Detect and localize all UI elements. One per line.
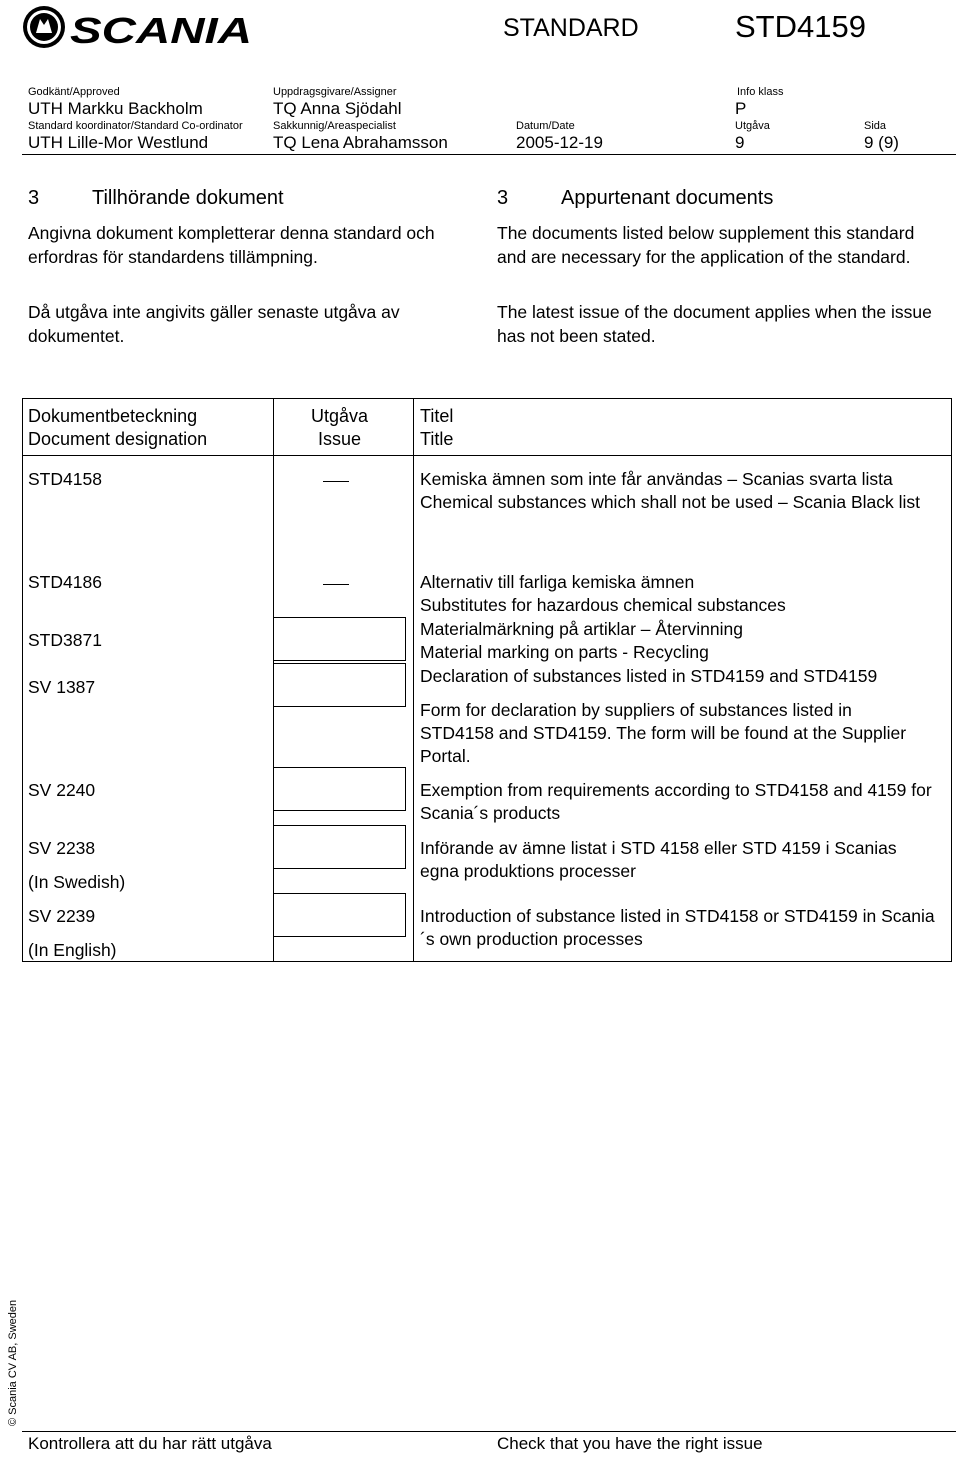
footer-divider xyxy=(22,1431,956,1432)
date-label: Datum/Date xyxy=(516,120,575,132)
assigner-value: TQ Anna Sjödahl xyxy=(273,99,402,118)
title-en: Material marking on parts - Recycling xyxy=(420,642,709,662)
issue-dash xyxy=(323,584,349,585)
svg-text:SCANIA: SCANIA xyxy=(70,10,252,49)
section-number: 3 xyxy=(28,187,40,209)
header-designation xyxy=(28,405,207,451)
document-kind: STANDARD xyxy=(503,14,639,42)
header-designation-sv: Dokumentbeteckning xyxy=(28,406,198,426)
table-row-designation: SV 1387 xyxy=(28,677,96,697)
title-en: Chemical substances which shall not be used – Scania Black list xyxy=(420,492,920,512)
info-class-value: P xyxy=(735,99,747,118)
table-row-designation: STD3871 xyxy=(28,630,102,650)
document-number: STD4159 xyxy=(735,9,866,44)
section-paragraph-en-1: The documents listed below supplement this standard and are necessary for the application of the standard. xyxy=(497,223,915,267)
approved-label: Godkänt/Approved xyxy=(28,86,120,98)
specialist-value: TQ Lena Abrahamsson xyxy=(273,133,448,152)
section-heading-sv xyxy=(28,187,284,210)
section-paragraph-sv-2: Då utgåva inte angivits gäller senaste utgåva av dokumentet. xyxy=(28,302,400,346)
title-sv: Alternativ till farliga kemiska ämnen xyxy=(420,572,695,592)
title-en: Form for declaration by suppliers of substances listed in STD4158 and STD4159. The form will be found at the Supplier Portal. xyxy=(420,700,907,766)
section-title: Tillhörande dokument xyxy=(92,187,284,209)
copyright-notice: © Scania CV AB, Sweden xyxy=(7,1299,19,1426)
title-sv: Materialmärkning på artiklar – Återvinning xyxy=(420,619,743,639)
footer-right-text: Check that you have the right issue xyxy=(497,1434,763,1453)
issue-field xyxy=(273,893,406,937)
table-row-title: Införande av ämne listat i STD 4158 eller STD 4159 i Scanias egna produktions processer xyxy=(420,838,897,881)
section-heading-en xyxy=(497,187,773,210)
table-row-designation: STD4158 xyxy=(28,469,102,489)
table-row-title xyxy=(420,665,945,768)
designation-code: SV 2239 xyxy=(28,906,96,926)
table-row-designation xyxy=(28,905,117,962)
coordinator-label: Standard koordinator/Standard Co-ordinator xyxy=(28,120,243,132)
footer-left-text: Kontrollera att du har rätt utgåva xyxy=(28,1434,272,1453)
designation-code: SV 2238 xyxy=(28,838,96,858)
table-row-title: Exemption from requirements according to STD4158 and 4159 for Scania´s products xyxy=(420,780,932,823)
header-issue xyxy=(273,405,406,451)
header-divider xyxy=(22,154,956,155)
issue-field xyxy=(273,663,406,707)
table-row-designation: SV 2240 xyxy=(28,780,96,800)
section-paragraph-sv-1: Angivna dokument kompletterar denna standard och erfordras för standardens tillämpning. xyxy=(28,223,435,267)
section-title: Appurtenant documents xyxy=(561,187,774,209)
section-number: 3 xyxy=(497,187,509,209)
title-sv: Declaration of substances listed in STD4159 and STD4159 xyxy=(420,666,878,686)
issue-field xyxy=(273,825,406,869)
table-row-title xyxy=(420,618,940,664)
title-sv: Kemiska ämnen som inte får användas – Scanias svarta lista xyxy=(420,469,893,489)
issue-label: Utgåva xyxy=(735,120,770,132)
table-row-title xyxy=(420,468,940,514)
table-column-divider xyxy=(413,398,414,962)
designation-note: (In Swedish) xyxy=(28,872,126,892)
table-row-designation xyxy=(28,837,125,894)
header-title-sv: Titel xyxy=(420,406,454,426)
issue-field xyxy=(273,767,406,811)
coordinator-value: UTH Lille-Mor Westlund xyxy=(28,133,209,152)
header-issue-en: Issue xyxy=(317,429,362,449)
table-row-title xyxy=(420,571,940,617)
header-designation-en: Document designation xyxy=(28,429,208,449)
table-row-designation: STD4186 xyxy=(28,572,102,592)
specialist-label: Sakkunnig/Areaspecialist xyxy=(273,120,396,132)
designation-note: (In English) xyxy=(28,940,117,960)
issue-value: 9 xyxy=(735,133,745,152)
page-label: Sida xyxy=(864,120,887,132)
page-value: 9 (9) xyxy=(864,133,899,152)
date-value: 2005-12-19 xyxy=(516,133,603,152)
table-row-title: Introduction of substance listed in STD4158 or STD4159 in Scania´s own production processes xyxy=(420,906,935,949)
assigner-label: Uppdragsgivare/Assigner xyxy=(273,86,397,98)
table-header-divider xyxy=(22,455,952,456)
approved-value: UTH Markku Backholm xyxy=(28,99,203,118)
issue-dash xyxy=(323,481,349,482)
issue-field xyxy=(273,617,406,661)
scania-logo xyxy=(22,5,254,49)
header-title-en: Title xyxy=(420,429,454,449)
header-issue-sv: Utgåva xyxy=(310,406,369,426)
title-en: Substitutes for hazardous chemical substances xyxy=(420,595,786,615)
header-title xyxy=(420,405,453,451)
info-class-label: Info klass xyxy=(737,86,784,98)
section-paragraph-en-2: The latest issue of the document applies when the issue has not been stated. xyxy=(497,302,932,346)
